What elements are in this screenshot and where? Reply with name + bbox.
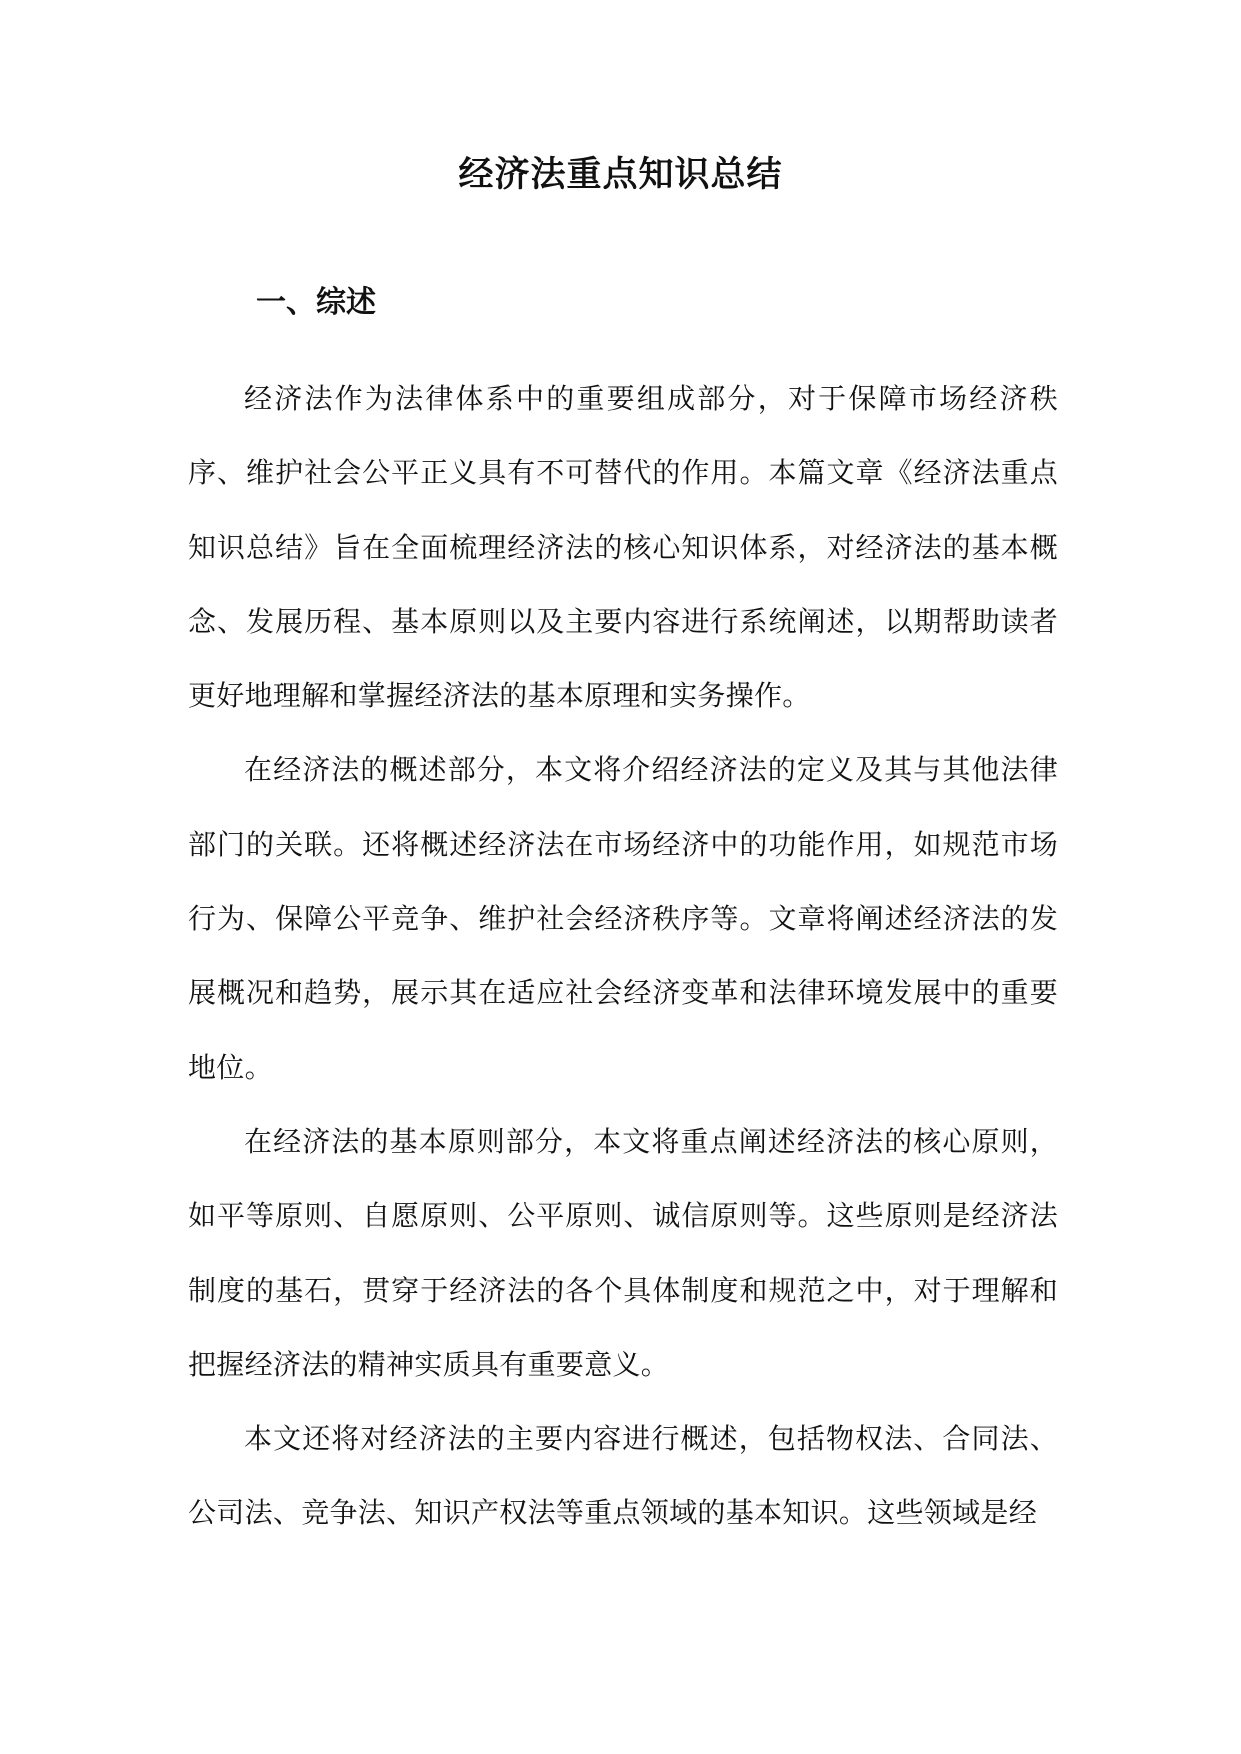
paragraph: 在经济法的基本原则部分，本文将重点阐述经济法的核心原则，如平等原则、自愿原则、公平原则、诚信原则等。这些原则是经济法制度的基石，贯穿于经济法的各个具体制度和规范之中，对于理解和把握经济法的精神实质具有重要意义。	[188, 1124, 1058, 1381]
paragraph: 经济法作为法律体系中的重要组成部分，对于保障市场经济秩序、维护社会公平正义具有不可替代的作用。本篇文章《经济法重点知识总结》旨在全面梳理经济法的核心知识体系，对经济法的基本概念、发展历程、基本原则以及主要内容进行系统阐述，以期帮助读者更好地理解和掌握经济法的基本原理和实务操作。	[188, 382, 1058, 713]
paragraph: 在经济法的概述部分，本文将介绍经济法的定义及其与其他法律部门的关联。还将概述经济法在市场经济中的功能作用，如规范市场行为、保障公平竞争、维护社会经济秩序等。文章将阐述经济法的发展概况和趋势，展示其在适应社会经济变革和法律环境发展中的重要地位。	[188, 753, 1058, 1084]
paragraph: 本文还将对经济法的主要内容进行概述，包括物权法、合同法、公司法、竞争法、知识产权法等重点领域的基本知识。这些领域是经	[188, 1422, 1058, 1530]
section-body	[188, 362, 1058, 1551]
section-heading-overview: 一、综述	[256, 285, 376, 320]
document-title: 经济法重点知识总结	[458, 155, 783, 195]
